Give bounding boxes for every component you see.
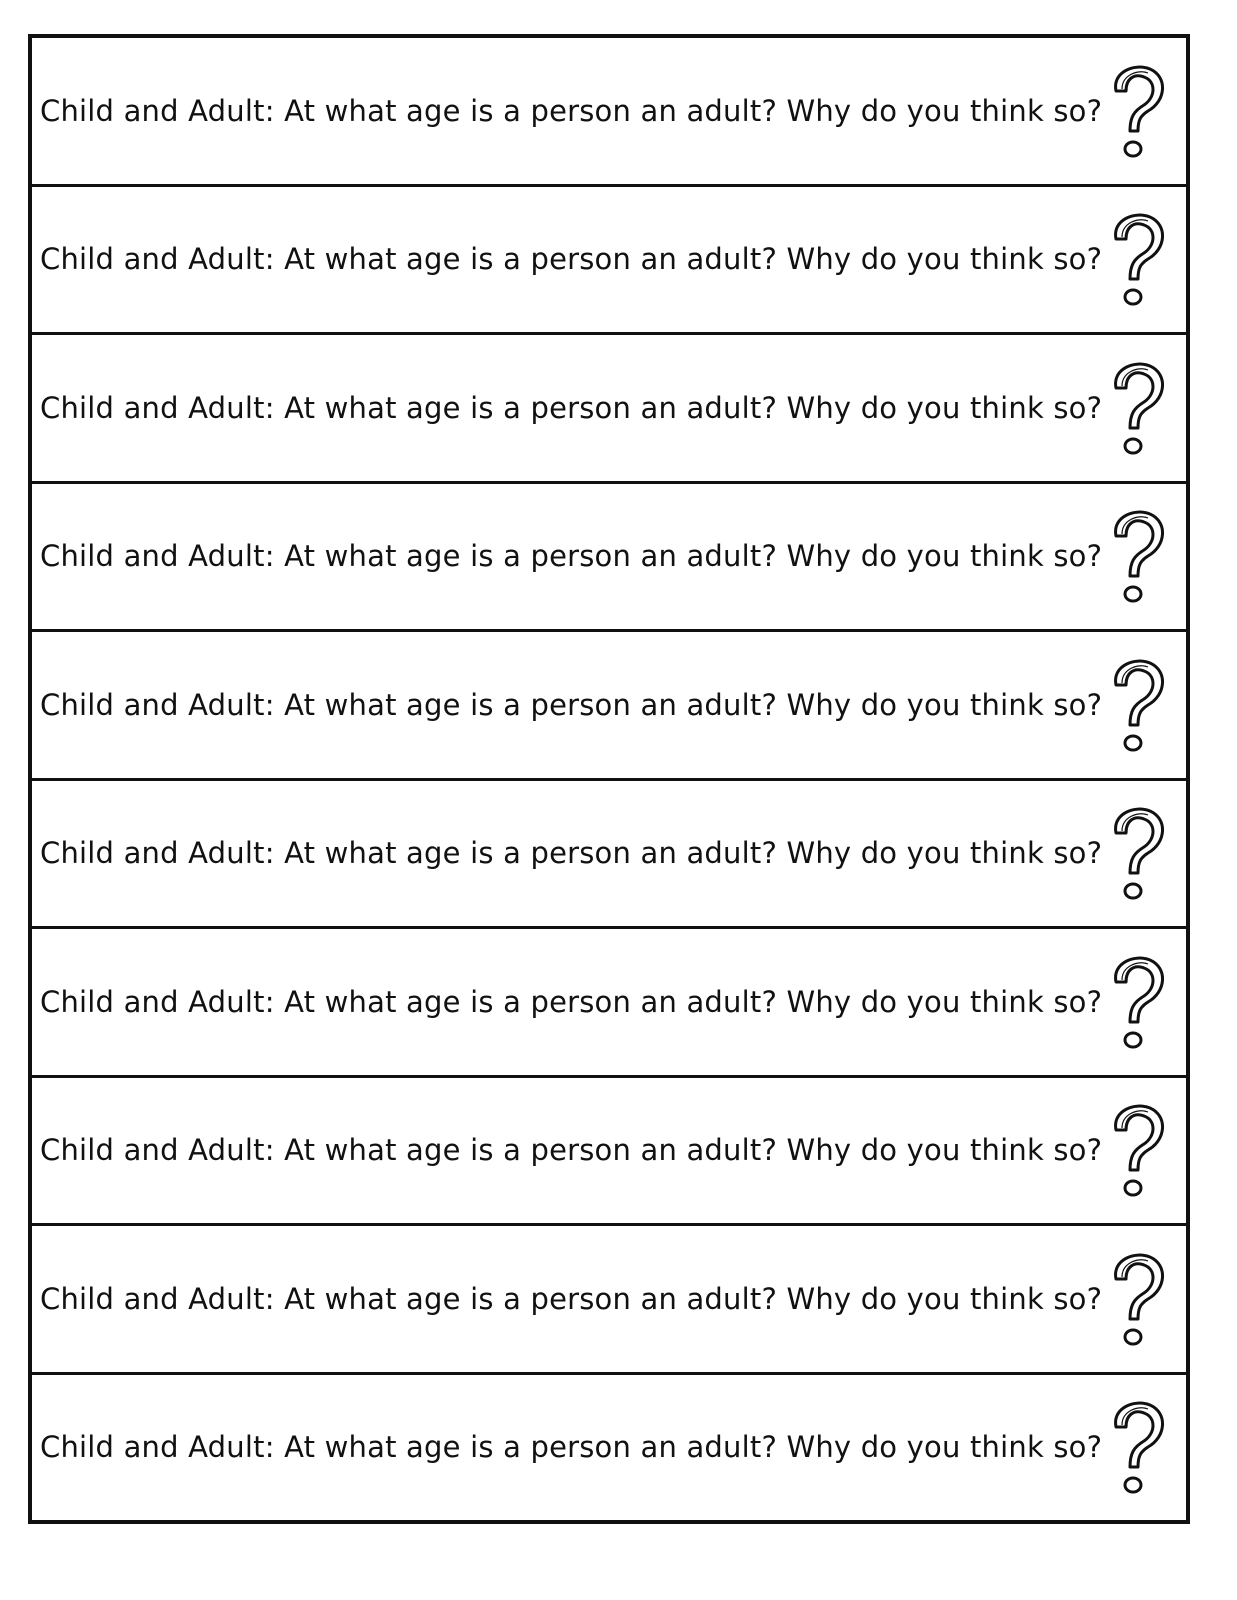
question-mark-icon (1102, 358, 1172, 458)
question-prompt: Child and Adult: At what age is a person an adult? Why do you think so? (40, 390, 1103, 425)
question-mark-icon (1102, 506, 1172, 606)
question-strip (32, 1078, 1186, 1227)
question-mark-icon (1102, 209, 1172, 309)
question-prompt: Child and Adult: At what age is a person an adult? Why do you think so? (40, 836, 1103, 871)
question-strip (32, 187, 1186, 336)
question-strip (32, 38, 1186, 187)
question-mark-icon (1102, 61, 1172, 161)
question-prompt: Child and Adult: At what age is a person an adult? Why do you think so? (40, 93, 1103, 128)
question-prompt: Child and Adult: At what age is a person an adult? Why do you think so? (40, 1133, 1103, 1168)
question-prompt: Child and Adult: At what age is a person an adult? Why do you think so? (40, 1281, 1103, 1316)
question-prompt: Child and Adult: At what age is a person an adult? Why do you think so? (40, 242, 1103, 277)
question-strip (32, 484, 1186, 633)
question-prompt: Child and Adult: At what age is a person an adult? Why do you think so? (40, 687, 1103, 722)
question-mark-icon (1102, 1397, 1172, 1497)
question-mark-icon (1102, 803, 1172, 903)
question-mark-icon (1102, 1100, 1172, 1200)
question-mark-icon (1102, 655, 1172, 755)
question-strip-sheet (28, 34, 1190, 1524)
question-prompt: Child and Adult: At what age is a person an adult? Why do you think so? (40, 1430, 1103, 1465)
question-prompt: Child and Adult: At what age is a person an adult? Why do you think so? (40, 984, 1103, 1019)
question-strip (32, 632, 1186, 781)
question-prompt: Child and Adult: At what age is a person an adult? Why do you think so? (40, 539, 1103, 574)
question-strip (32, 929, 1186, 1078)
question-mark-icon (1102, 1249, 1172, 1349)
question-mark-icon (1102, 952, 1172, 1052)
question-strip (32, 781, 1186, 930)
question-strip (32, 1226, 1186, 1375)
question-strip (32, 335, 1186, 484)
question-strip (32, 1375, 1186, 1521)
